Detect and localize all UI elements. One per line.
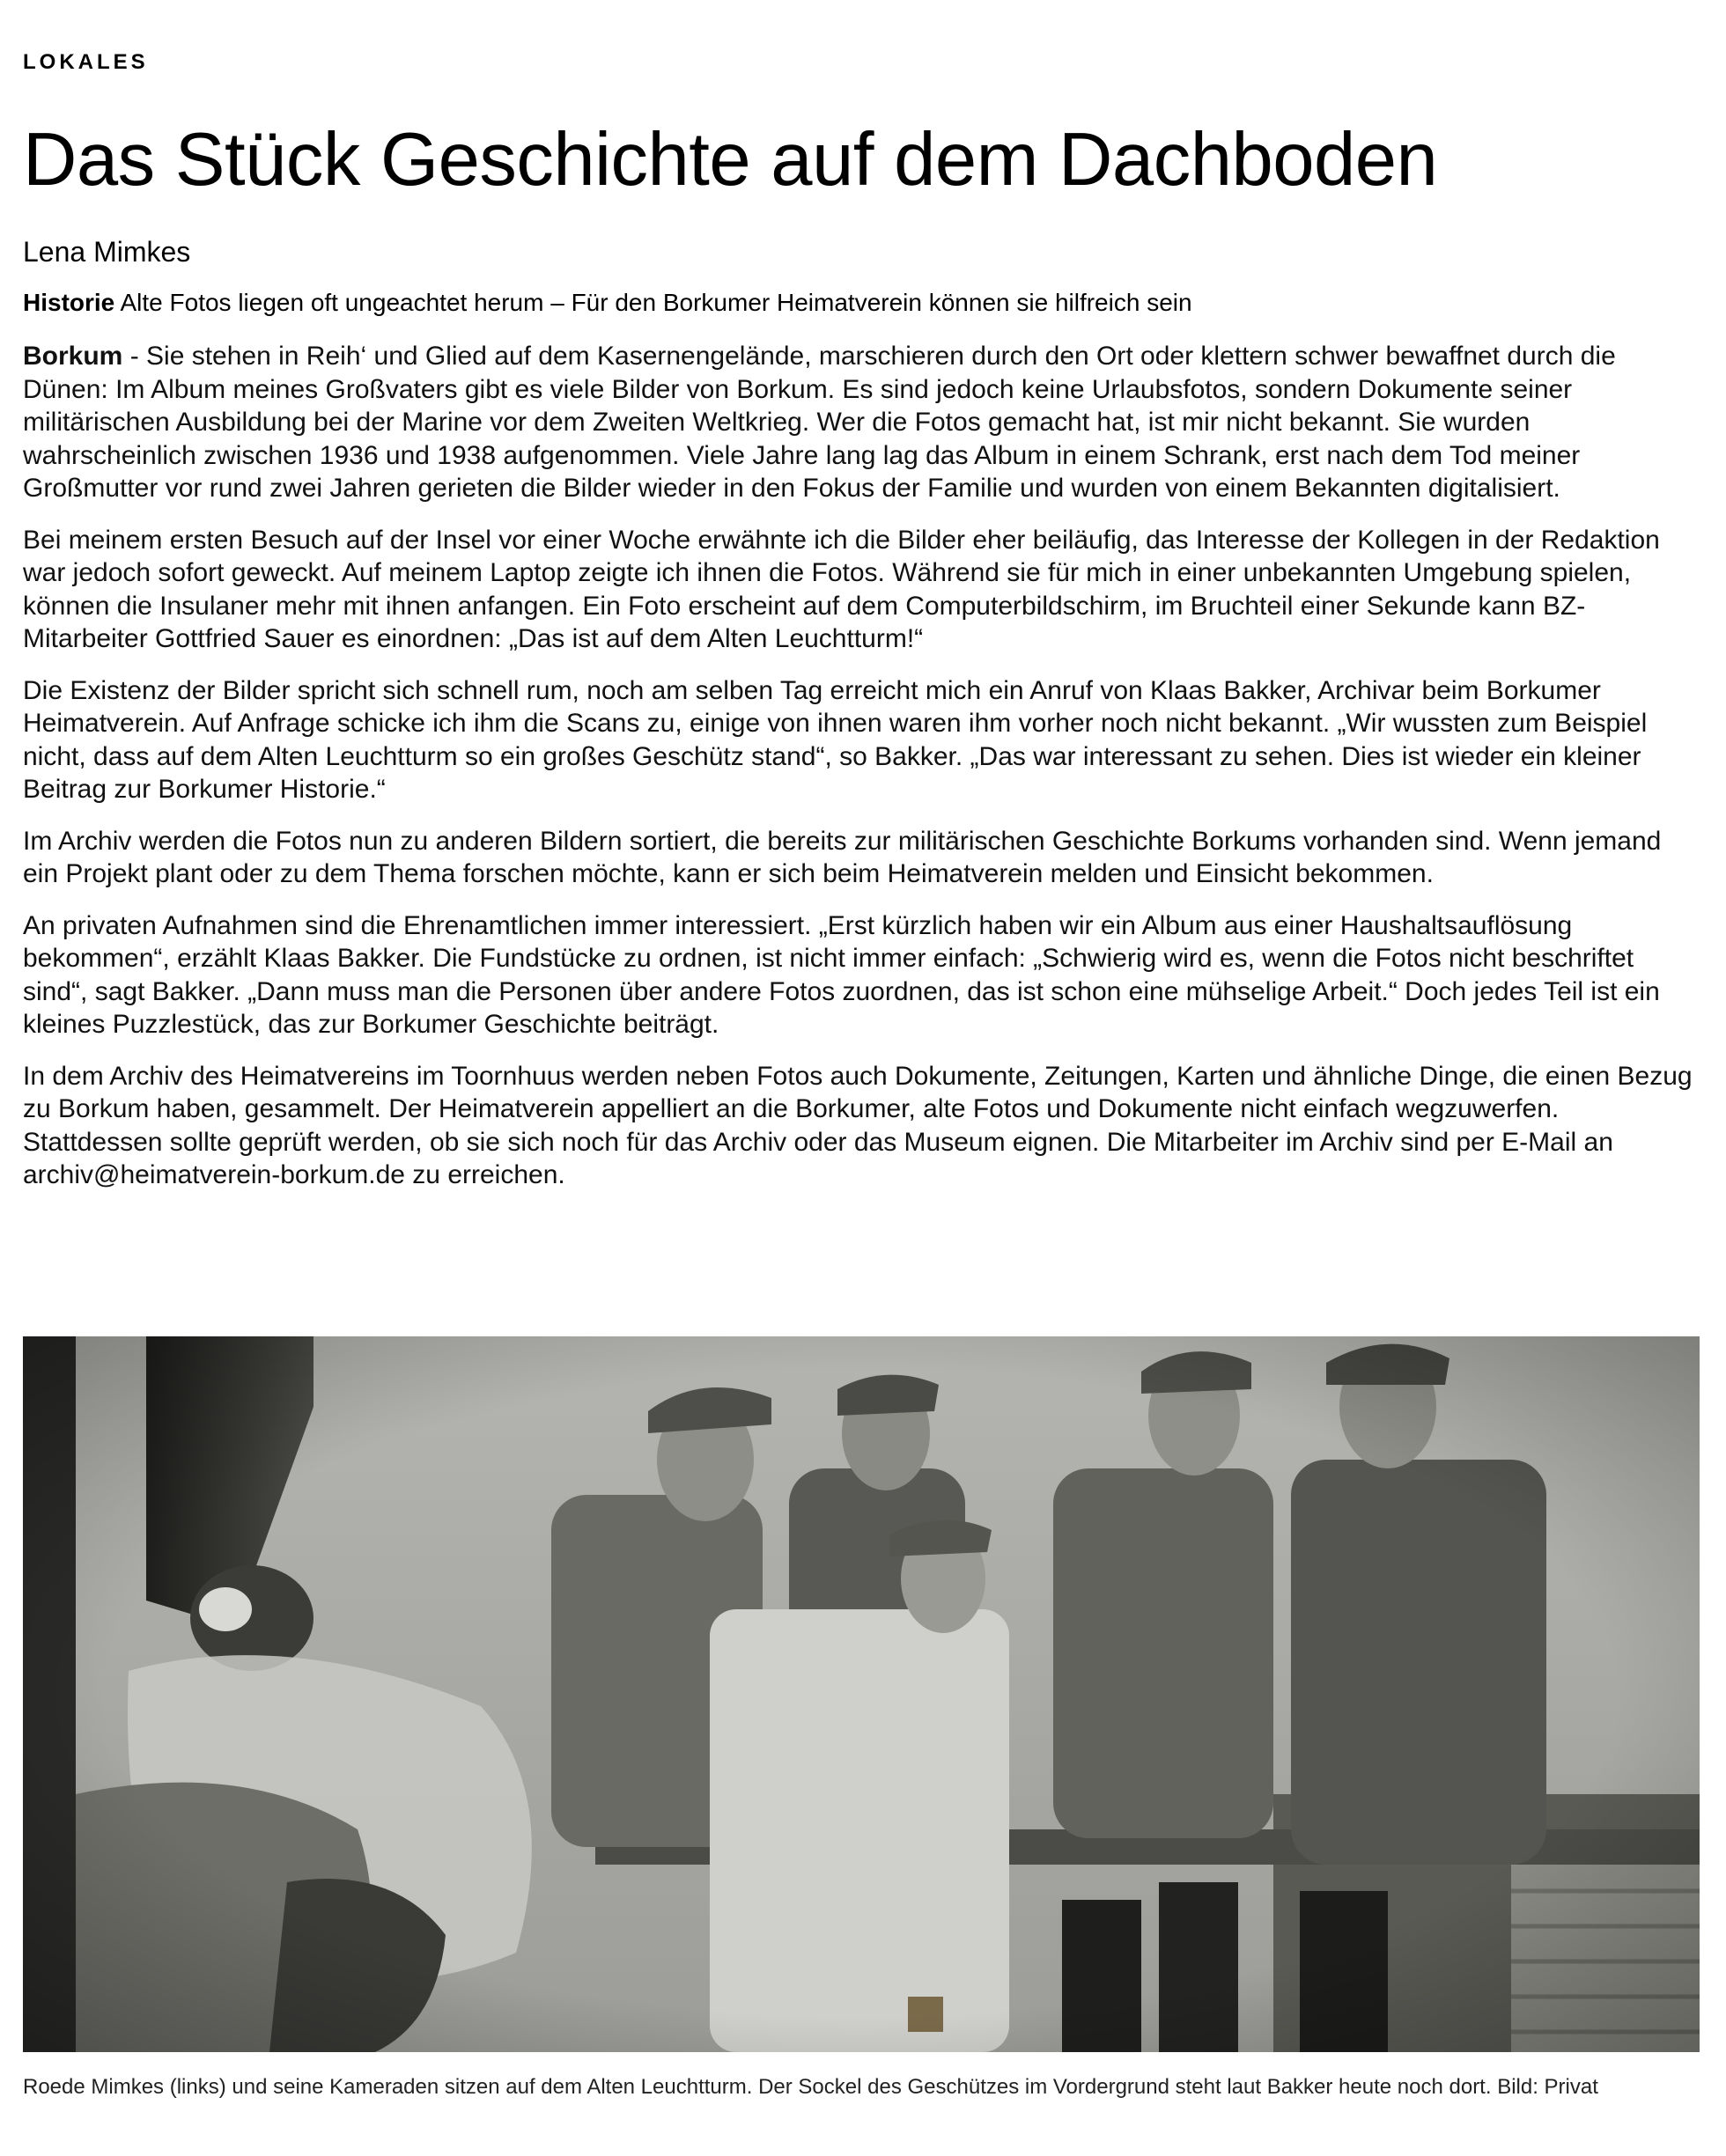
photo-caption: Roede Mimkes (links) und seine Kameraden sitzen auf dem Alten Leuchtturm. Der Sockel des Geschützes im Vordergrund steht laut Bakker heute noch dort. Bild: Privat [23,2075,1598,2099]
headline: Das Stück Geschichte auf dem Dachboden [23,118,1438,202]
author-byline: Lena Mimkes [23,236,191,268]
article-body [23,340,1703,1192]
article-photo [23,1336,1700,2052]
paragraph: An privaten Aufnahmen sind die Ehrenamtlichen immer interessiert. „Erst kürzlich haben wir ein Album aus einer Haushaltsauflösung bekommen“, erzählt Klaas Bakker. Die Fundstücke zu ordnen, ist nicht immer einfach: „Schwierig wird es, wenn die Fotos nicht beschriftet sind“, sagt Bakker. „Dann muss man die Personen über andere Fotos zuordnen, das ist schon eine mühselige Arbeit.“ Doch jedes Teil ist ein kleines Puzzlestück, das zur Borkumer Geschichte beiträgt. [23,910,1660,1039]
paragraph [23,340,1703,505]
subline-kicker: Historie [23,289,115,316]
paragraph: In dem Archiv des Heimatvereins im Toornhuus werden neben Fotos auch Dokumente, Zeitungen, Karten und ähnliche Dinge, die einen Bezug zu Borkum haben, gesammelt. Der Heimatverein appelliert an die Borkumer, alte Fotos und Dokumente nicht einfach wegzuwerfen. Stattdessen sollte geprüft werden, ob sie sich noch für das Archiv oder das Museum eignen. Die Mitarbeiter im Archiv sind per E-Mail an archiv@heimatverein-borkum.de zu erreichen. [23,1061,1693,1189]
article [23,48,1703,1210]
paragraph-text: - Sie stehen in Reih‘ und Glied auf dem Kasernengelände, marschieren durch den Ort oder klettern schwer bewaffnet durch die Dünen: Im Album meines Großvaters gibt es viele Bilder von Borkum. Es sind jedoch keine Urlaubsfotos, sondern Dokumente seiner militärischen Ausbildung bei der Marine vor dem Zweiten Weltkrieg. Wer die Fotos gemacht hat, ist mir nicht bekannt. Sie wurden wahrscheinlich zwischen 1936 und 1938 aufgenommen. Viele Jahre lang lag das Album in einem Schrank, erst nach dem Tod meiner Großmutter vor rund zwei Jahren gerieten die Bilder wieder in den Fokus der Familie und wurden von einem Bekannten digitalisiert. [23,342,1616,503]
subline [23,287,1703,319]
dateline: Borkum [23,342,123,371]
paragraph: Im Archiv werden die Fotos nun zu anderen Bildern sortiert, die bereits zur militärischen Geschichte Borkums vorhanden sind. Wenn jemand ein Projekt plant oder zu dem Thema forschen möchte, kann er sich beim Heimatverein melden und Einsicht bekommen. [23,826,1662,888]
section-label: LOKALES [23,50,149,74]
paragraph: Bei meinem ersten Besuch auf der Insel vor einer Woche erwähnte ich die Bilder eher beiläufig, das Interesse der Kollegen in der Redaktion war jedoch sofort geweckt. Auf meinem Laptop zeigte ich ihnen die Fotos. Während sie für mich in einer unbekannten Umgebung spielen, können die Insulaner mehr mit ihnen anfangen. Ein Foto erscheint auf dem Computerbildschirm, im Bruchteil einer Sekunde kann BZ-Mitarbeiter Gottfried Sauer es einordnen: „Das ist auf dem Alten Leuchtturm!“ [23,525,1660,653]
subline-text: Alte Fotos liegen oft ungeachtet herum – Für den Borkumer Heimatverein können sie hilfreich sein [114,289,1192,316]
paragraph: Die Existenz der Bilder spricht sich schnell rum, noch am selben Tag erreicht mich ein Anruf von Klaas Bakker, Archivar beim Borkumer Heimatverein. Auf Anfrage schicke ich ihm die Scans zu, einige von ihnen waren ihm vorher noch nicht bekannt. „Wir wussten zum Beispiel nicht, dass auf dem Alten Leuchtturm so ein großes Geschütz stand“, so Bakker. „Das war interessant zu sehen. Dies ist wieder ein kleiner Beitrag zur Borkumer Historie.“ [23,675,1648,804]
photo-soldiers-on-lighthouse [23,1336,1700,2052]
